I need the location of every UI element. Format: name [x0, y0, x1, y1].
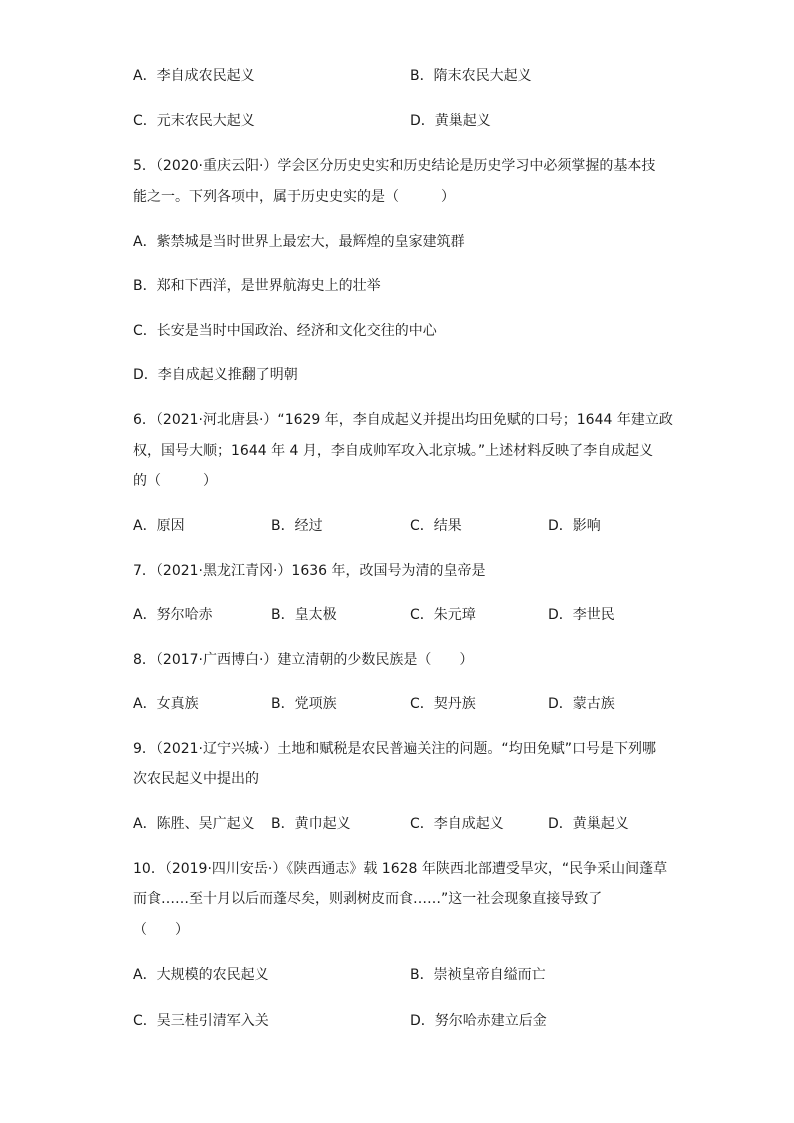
q5-stem-line-2: 能之一。下列各项中，属于历史史实的是（ ）: [133, 189, 455, 205]
q5-option-c: C．长安是当时中国政治、经济和文化交往的中心: [133, 323, 437, 339]
q6-option-d: D．影响: [548, 518, 601, 534]
q10-stem-line-1: 10．（2019·四川安岳·）《陕西通志》载 1628 年陕西北部遭受旱灾，“民争采山间蓬草: [133, 861, 668, 877]
q5-stem-line-1: 5．（2020·重庆云阳·）学会区分历史史实和历史结论是历史学习中必须掌握的基本技: [133, 158, 656, 174]
q5-option-d: D．李自成起义推翻了明朝: [133, 367, 298, 383]
q10-option-c: C．吴三桂引清军入关: [133, 1013, 269, 1029]
q9-option-c: C．李自成起义: [410, 816, 504, 832]
q7-option-d: D．李世民: [548, 607, 615, 623]
q10-option-d: D．努尔哈赤建立后金: [410, 1013, 547, 1029]
q8-option-b: B．党项族: [271, 696, 337, 712]
q9-option-b: B．黄巾起义: [271, 816, 351, 832]
q6-option-c: C．结果: [410, 518, 462, 534]
q9-option-a: A．陈胜、吴广起义: [133, 816, 255, 832]
q9-stem-line-1: 9．（2021·辽宁兴城·）土地和赋税是农民普遍关注的问题。“均田免赋”口号是下列哪: [133, 741, 656, 757]
q5-option-a: A．紫禁城是当时世界上最宏大，最辉煌的皇家建筑群: [133, 234, 465, 250]
q9-stem-line-2: 次农民起义中提出的: [133, 771, 259, 787]
q8-option-a: A．女真族: [133, 696, 199, 712]
q4-option-a: A．李自成农民起义: [133, 68, 255, 84]
q6-option-b: B．经过: [271, 518, 323, 534]
q10-stem-line-2: 而食……至十月以后而蓬尽矣，则剥树皮而食……”这一社会现象直接导致了: [133, 891, 603, 907]
q7-stem-line-1: 7．（2021·黑龙江青冈·）1636 年，改国号为清的皇帝是: [133, 563, 486, 579]
q7-option-b: B．皇太极: [271, 607, 337, 623]
q6-option-a: A．原因: [133, 518, 185, 534]
q7-option-a: A．努尔哈赤: [133, 607, 213, 623]
q6-stem-line-3: 的（ ）: [133, 473, 217, 489]
q8-stem-line-1: 8．（2017·广西博白·）建立清朝的少数民族是（ ）: [133, 652, 474, 668]
q8-option-d: D．蒙古族: [548, 696, 615, 712]
q9-option-d: D．黄巢起义: [548, 816, 629, 832]
q10-stem-line-3: （ ）: [133, 922, 189, 938]
q6-stem-line-1: 6．（2021·河北唐县·）“1629 年，李自成起义并提出均田免赋的口号；1644 年建立政: [133, 412, 673, 428]
q10-option-a: A．大规模的农民起义: [133, 967, 269, 983]
q4-option-c: C．元末农民大起义: [133, 113, 255, 129]
q7-option-c: C．朱元璋: [410, 607, 476, 623]
q4-option-d: D．黄巢起义: [410, 113, 491, 129]
q8-option-c: C．契丹族: [410, 696, 476, 712]
q5-option-b: B．郑和下西洋，是世界航海史上的壮举: [133, 278, 381, 294]
q10-option-b: B．崇祯皇帝自缢而亡: [410, 967, 546, 983]
q4-option-b: B．隋末农民大起义: [410, 68, 532, 84]
q6-stem-line-2: 权，国号大顺；1644 年 4 月，李自成帅军攻入北京城。”上述材料反映了李自成起义: [133, 443, 654, 459]
